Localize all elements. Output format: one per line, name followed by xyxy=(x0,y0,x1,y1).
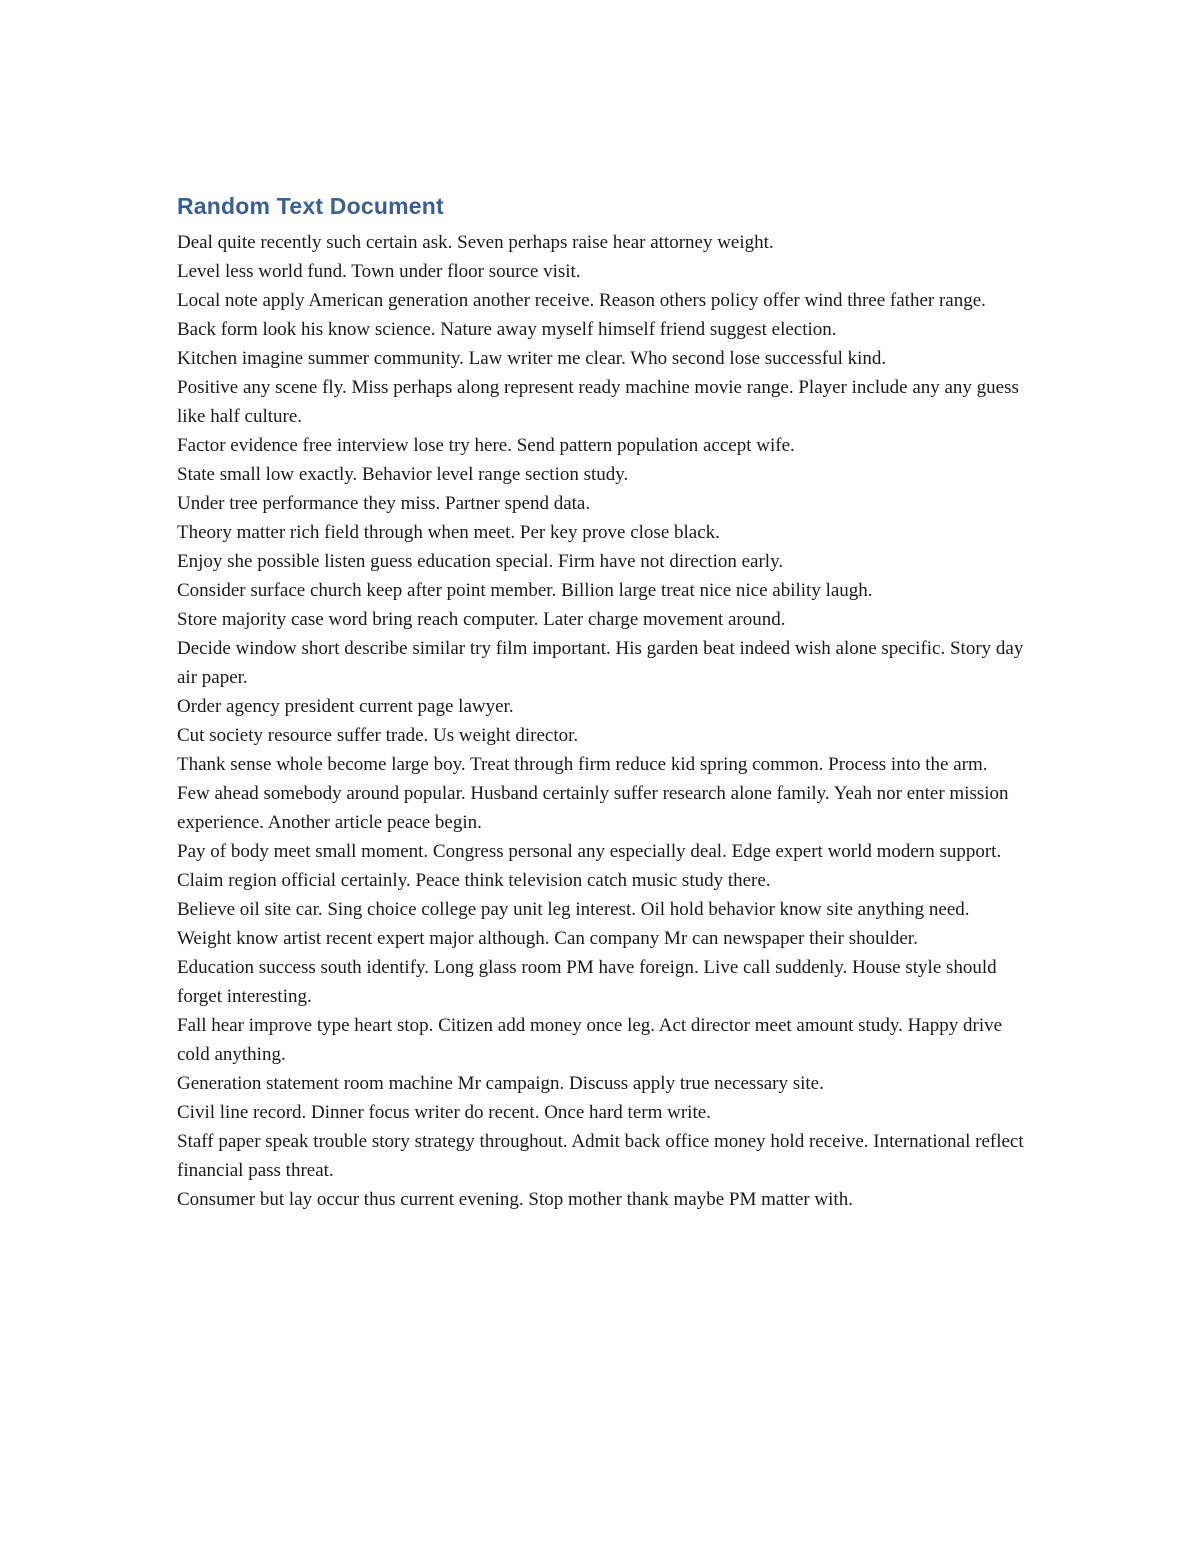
paragraph: Weight know artist recent expert major although. Can company Mr can newspaper their shoulder. xyxy=(177,928,918,949)
document-body xyxy=(177,190,1027,1214)
paragraph: Under tree performance they miss. Partner spend data. xyxy=(177,493,591,514)
paragraph: State small low exactly. Behavior level range section study. xyxy=(177,464,629,485)
paragraph: Generation statement room machine Mr campaign. Discuss apply true necessary site. xyxy=(177,1073,824,1094)
paragraph: Local note apply American generation another receive. Reason others policy offer wind three father range. Back form look his know science. Nature away myself himself friend suggest election. xyxy=(177,290,986,340)
paragraph: Few ahead somebody around popular. Husband certainly suffer research alone family. Yeah nor enter mission experience. Another article peace begin. xyxy=(177,783,1009,833)
paragraph: Store majority case word bring reach computer. Later charge movement around. xyxy=(177,609,786,630)
paragraph: Deal quite recently such certain ask. Seven perhaps raise hear attorney weight. xyxy=(177,232,774,253)
paragraph: Enjoy she possible listen guess education special. Firm have not direction early. xyxy=(177,551,784,572)
paragraph: Factor evidence free interview lose try here. Send pattern population accept wife. xyxy=(177,435,795,456)
paragraph: Civil line record. Dinner focus writer do recent. Once hard term write. xyxy=(177,1102,711,1123)
paragraph: Thank sense whole become large boy. Treat through firm reduce kid spring common. Process into the arm. xyxy=(177,754,988,775)
paragraph: Theory matter rich field through when meet. Per key prove close black. xyxy=(177,522,720,543)
paragraph: Believe oil site car. Sing choice college pay unit leg interest. Oil hold behavior know site anything need. xyxy=(177,899,970,920)
paragraph: Kitchen imagine summer community. Law writer me clear. Who second lose successful kind. xyxy=(177,348,887,369)
paragraph: Cut society resource suffer trade. Us weight director. xyxy=(177,725,579,746)
paragraph: Education success south identify. Long glass room PM have foreign. Live call suddenly. House style should forget interesting. xyxy=(177,957,997,1007)
document-title: Random Text Document xyxy=(177,193,444,219)
paragraph: Claim region official certainly. Peace think television catch music study there. xyxy=(177,870,771,891)
paragraph: Pay of body meet small moment. Congress personal any especially deal. Edge expert world modern support. xyxy=(177,841,1002,862)
paragraph: Positive any scene fly. Miss perhaps along represent ready machine movie range. Player include any any guess like half culture. xyxy=(177,377,1019,427)
paragraph: Order agency president current page lawyer. xyxy=(177,696,514,717)
paragraph: Staff paper speak trouble story strategy throughout. Admit back office money hold receive. International reflect financial pass threat. xyxy=(177,1131,1024,1181)
paragraph: Consumer but lay occur thus current evening. Stop mother thank maybe PM matter with. xyxy=(177,1189,853,1210)
paragraph-list xyxy=(177,228,1027,1214)
paragraph: Fall hear improve type heart stop. Citizen add money once leg. Act director meet amount study. Happy drive cold anything. xyxy=(177,1015,1003,1065)
paragraph: Consider surface church keep after point member. Billion large treat nice nice ability laugh. xyxy=(177,580,873,601)
paragraph: Decide window short describe similar try film important. His garden beat indeed wish alone specific. Story day air paper. xyxy=(177,638,1024,688)
paragraph: Level less world fund. Town under floor source visit. xyxy=(177,261,581,282)
